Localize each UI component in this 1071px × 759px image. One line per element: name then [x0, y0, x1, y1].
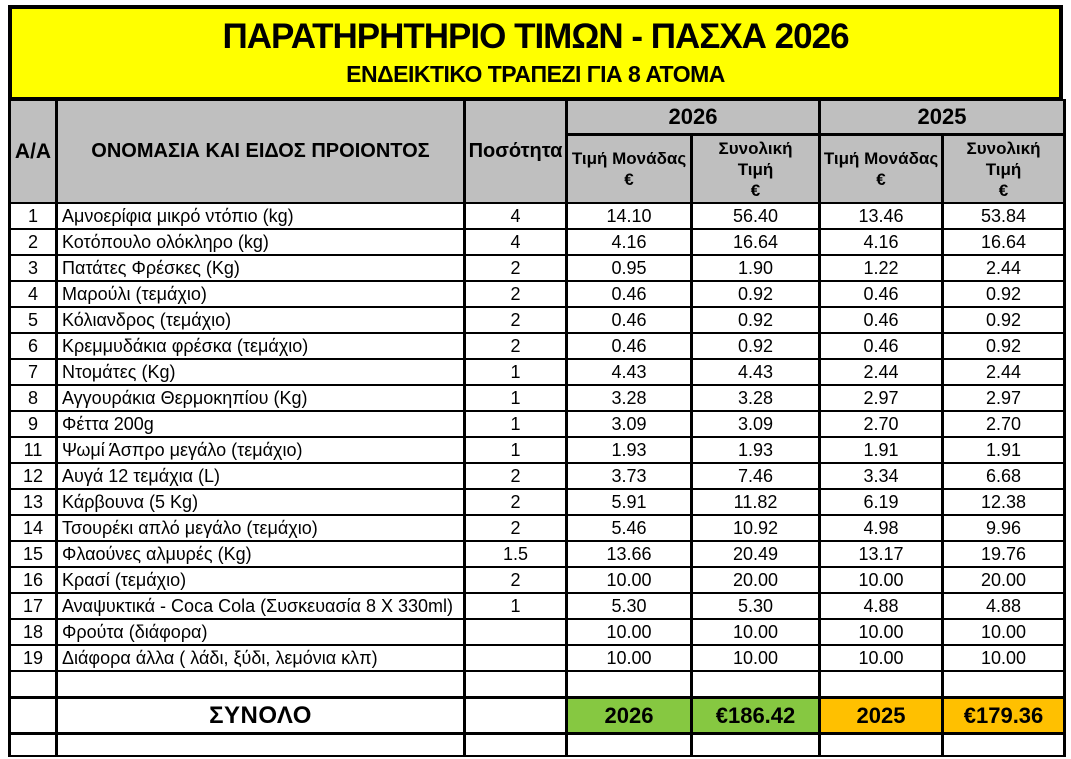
cell-unit-price-2026: 10.00 — [567, 645, 692, 671]
cell-unit-price-2026: 3.28 — [567, 385, 692, 411]
cell-unit-price-2026: 5.30 — [567, 593, 692, 619]
cell-quantity: 1 — [465, 385, 567, 411]
cell-quantity: 1 — [465, 359, 567, 385]
cell-total-price-2025: 6.68 — [943, 463, 1065, 489]
cell-unit-price-2026: 3.09 — [567, 411, 692, 437]
cell-unit-price-2025: 13.17 — [820, 541, 943, 567]
cell-product-name: Μαρούλι (τεμάχιο) — [57, 281, 465, 307]
euro-symbol: € — [750, 180, 761, 200]
table-row — [10, 203, 1065, 229]
table-row — [10, 255, 1065, 281]
table-row — [10, 671, 1065, 698]
table-row — [10, 437, 1065, 463]
table-row — [10, 411, 1065, 437]
cell-unit-price-2026: 3.73 — [567, 463, 692, 489]
cell-unit-price-2025: 13.46 — [820, 203, 943, 229]
euro-symbol: € — [876, 170, 886, 189]
cell-product-name: Κρεμμυδάκια φρέσκα (τεμάχιο) — [57, 333, 465, 359]
table-row — [10, 515, 1065, 541]
table-row — [10, 463, 1065, 489]
table-row — [10, 489, 1065, 515]
cell-quantity: 1.5 — [465, 541, 567, 567]
cell-product-name: Αγγουράκια Θερμοκηπίου (Kg) — [57, 385, 465, 411]
totals-label: ΣΥΝΟΛΟ — [57, 698, 465, 734]
cell-unit-price-2026: 13.66 — [567, 541, 692, 567]
column-group-2026: 2026 — [567, 100, 820, 135]
cell-quantity — [465, 619, 567, 645]
totals-amount-2026: €186.42 — [692, 698, 820, 734]
empty-bottom-row — [10, 734, 1065, 757]
table-body — [10, 203, 1065, 698]
cell-unit-price-2026: 10.00 — [567, 567, 692, 593]
cell-row-number: 11 — [10, 437, 57, 463]
cell-row-number: 13 — [10, 489, 57, 515]
cell-unit-price-2025: 4.16 — [820, 229, 943, 255]
totals-year-2025: 2025 — [820, 698, 943, 734]
cell-total-price-2026: 0.92 — [692, 281, 820, 307]
cell-unit-price-2026: 5.46 — [567, 515, 692, 541]
cell-row-number: 12 — [10, 463, 57, 489]
cell-unit-price-2025: 6.19 — [820, 489, 943, 515]
cell-unit-price-2026: 4.16 — [567, 229, 692, 255]
cell-product-name: Κρασί (τεμάχιο) — [57, 567, 465, 593]
cell-total-price-2026: 10.92 — [692, 515, 820, 541]
cell-total-price-2026: 7.46 — [692, 463, 820, 489]
cell-total-price-2026: 1.90 — [692, 255, 820, 281]
cell-quantity: 2 — [465, 567, 567, 593]
cell-row-number: 14 — [10, 515, 57, 541]
table-row — [10, 645, 1065, 671]
cell-product-name: Πατάτες Φρέσκες (Kg) — [57, 255, 465, 281]
cell-total-price-2026: 10.00 — [692, 619, 820, 645]
cell-unit-price-2025: 2.97 — [820, 385, 943, 411]
column-header-aa: Α/Α — [10, 100, 57, 203]
cell-quantity: 2 — [465, 489, 567, 515]
cell-unit-price-2025: 10.00 — [820, 619, 943, 645]
cell-product-name: Φέττα 200g — [57, 411, 465, 437]
cell-row-number: 7 — [10, 359, 57, 385]
cell-quantity: 2 — [465, 333, 567, 359]
cell-unit-price-2025: 0.46 — [820, 333, 943, 359]
column-header-product: ΟΝΟΜΑΣΙΑ ΚΑΙ ΕΙΔΟΣ ΠΡΟΙΟΝΤΟΣ — [57, 100, 465, 203]
cell-total-price-2025: 2.44 — [943, 255, 1065, 281]
cell-product-name: Αναψυκτικά - Coca Cola (Συσκευασία 8 X 330ml) — [57, 593, 465, 619]
cell-total-price-2025: 4.88 — [943, 593, 1065, 619]
cell-total-price-2025: 10.00 — [943, 619, 1065, 645]
cell-total-price-2025: 53.84 — [943, 203, 1065, 229]
empty-cell — [943, 734, 1065, 757]
cell-total-price-2025: 2.97 — [943, 385, 1065, 411]
cell-total-price-2026 — [692, 671, 820, 698]
cell-total-price-2025: 20.00 — [943, 567, 1065, 593]
cell-total-price-2026: 1.93 — [692, 437, 820, 463]
cell-total-price-2025: 0.92 — [943, 333, 1065, 359]
total-price-label-line2: Τιμή — [985, 159, 1022, 179]
cell-total-price-2025: 2.44 — [943, 359, 1065, 385]
unit-price-label: Τιμή Μονάδας — [571, 149, 687, 168]
cell-total-price-2026: 16.64 — [692, 229, 820, 255]
cell-total-price-2026: 3.09 — [692, 411, 820, 437]
cell-unit-price-2025: 2.70 — [820, 411, 943, 437]
cell-unit-price-2025: 2.44 — [820, 359, 943, 385]
cell-row-number: 8 — [10, 385, 57, 411]
page-subtitle: ΕΝΔΕΙΚΤΙΚΟ ΤΡΑΠΕΖΙ ΓΙΑ 8 ΑΤΟΜΑ — [346, 61, 725, 87]
column-header-unit-price-2025 — [820, 135, 943, 204]
cell-product-name: Τσουρέκι απλό μεγάλο (τεμάχιο) — [57, 515, 465, 541]
cell-total-price-2025: 2.70 — [943, 411, 1065, 437]
cell-total-price-2026: 0.92 — [692, 307, 820, 333]
table-row — [10, 359, 1065, 385]
cell-total-price-2025: 16.64 — [943, 229, 1065, 255]
table-row — [10, 593, 1065, 619]
cell-unit-price-2025: 10.00 — [820, 567, 943, 593]
cell-quantity: 1 — [465, 411, 567, 437]
column-header-total-price-2026 — [692, 135, 820, 204]
cell-product-name: Ντομάτες (Kg) — [57, 359, 465, 385]
cell-total-price-2025 — [943, 671, 1065, 698]
cell-row-number: 1 — [10, 203, 57, 229]
empty-cell — [465, 734, 567, 757]
total-price-label-line1: Συνολική — [718, 138, 793, 158]
cell-row-number: 9 — [10, 411, 57, 437]
cell-unit-price-2025: 4.88 — [820, 593, 943, 619]
cell-total-price-2026: 20.49 — [692, 541, 820, 567]
cell-unit-price-2025: 3.34 — [820, 463, 943, 489]
cell-product-name: Κάρβουνα (5 Kg) — [57, 489, 465, 515]
cell-row-number: 5 — [10, 307, 57, 333]
cell-product-name — [57, 671, 465, 698]
cell-unit-price-2025: 1.22 — [820, 255, 943, 281]
cell-unit-price-2026: 1.93 — [567, 437, 692, 463]
cell-quantity: 2 — [465, 307, 567, 333]
cell-total-price-2026: 10.00 — [692, 645, 820, 671]
cell-total-price-2026: 56.40 — [692, 203, 820, 229]
cell-unit-price-2025: 0.46 — [820, 307, 943, 333]
cell-product-name: Αυγά 12 τεμάχια (L) — [57, 463, 465, 489]
cell-total-price-2025: 19.76 — [943, 541, 1065, 567]
cell-unit-price-2026: 4.43 — [567, 359, 692, 385]
empty-cell — [692, 734, 820, 757]
cell-total-price-2026: 11.82 — [692, 489, 820, 515]
cell-product-name: Κοτόπουλο ολόκληρο (kg) — [57, 229, 465, 255]
cell-total-price-2026: 20.00 — [692, 567, 820, 593]
table-row — [10, 567, 1065, 593]
cell-row-number: 6 — [10, 333, 57, 359]
totals-year-2026: 2026 — [567, 698, 692, 734]
cell-quantity: 4 — [465, 203, 567, 229]
cell-row-number: 15 — [10, 541, 57, 567]
title-banner — [8, 5, 1063, 99]
cell-row-number — [10, 671, 57, 698]
cell-unit-price-2025: 0.46 — [820, 281, 943, 307]
column-header-total-price-2025 — [943, 135, 1065, 204]
cell-unit-price-2025 — [820, 671, 943, 698]
total-price-label-line2: Τιμή — [737, 159, 774, 179]
empty-cell — [567, 734, 692, 757]
cell-total-price-2025: 12.38 — [943, 489, 1065, 515]
cell-total-price-2026: 5.30 — [692, 593, 820, 619]
unit-price-label: Τιμή Μονάδας — [823, 149, 939, 168]
cell-total-price-2025: 0.92 — [943, 281, 1065, 307]
table-row — [10, 307, 1065, 333]
page-title: ΠΑΡΑΤΗΡΗΤΗΡΙΟ ΤΙΜΩΝ - ΠΑΣΧΑ 2026 — [222, 17, 849, 56]
cell-total-price-2026: 3.28 — [692, 385, 820, 411]
cell-unit-price-2026: 14.10 — [567, 203, 692, 229]
column-group-2025: 2025 — [820, 100, 1065, 135]
cell-row-number: 3 — [10, 255, 57, 281]
cell-row-number: 19 — [10, 645, 57, 671]
cell-unit-price-2025: 10.00 — [820, 645, 943, 671]
cell-unit-price-2026: 10.00 — [567, 619, 692, 645]
cell-quantity: 1 — [465, 593, 567, 619]
euro-symbol: € — [624, 170, 634, 189]
cell-total-price-2025: 1.91 — [943, 437, 1065, 463]
cell-product-name: Αμνοερίφια μικρό ντόπιο (kg) — [57, 203, 465, 229]
table-row — [10, 229, 1065, 255]
cell-unit-price-2026 — [567, 671, 692, 698]
price-table — [8, 99, 1066, 757]
cell-unit-price-2026: 0.46 — [567, 281, 692, 307]
table-row — [10, 541, 1065, 567]
cell-quantity — [465, 671, 567, 698]
cell-quantity: 4 — [465, 229, 567, 255]
column-header-unit-price-2026 — [567, 135, 692, 204]
cell-unit-price-2025: 4.98 — [820, 515, 943, 541]
cell-unit-price-2026: 0.46 — [567, 307, 692, 333]
cell-quantity: 1 — [465, 437, 567, 463]
cell-unit-price-2026: 5.91 — [567, 489, 692, 515]
cell-product-name: Κόλιανδρος (τεμάχιο) — [57, 307, 465, 333]
header-row-years — [10, 100, 1065, 135]
cell-quantity: 2 — [465, 255, 567, 281]
cell-product-name: Φρούτα (διάφορα) — [57, 619, 465, 645]
cell-row-number: 4 — [10, 281, 57, 307]
cell-total-price-2026: 4.43 — [692, 359, 820, 385]
cell-product-name: Ψωμί Άσπρο μεγάλο (τεμάχιο) — [57, 437, 465, 463]
table-row — [10, 619, 1065, 645]
cell-unit-price-2025: 1.91 — [820, 437, 943, 463]
cell-quantity: 2 — [465, 515, 567, 541]
cell-quantity: 2 — [465, 463, 567, 489]
empty-cell — [57, 734, 465, 757]
cell-row-number: 18 — [10, 619, 57, 645]
cell-row-number: 17 — [10, 593, 57, 619]
totals-cell-aa — [10, 698, 57, 734]
cell-row-number: 16 — [10, 567, 57, 593]
table-row — [10, 333, 1065, 359]
table-row — [10, 281, 1065, 307]
column-header-quantity: Ποσότητα — [465, 100, 567, 203]
empty-cell — [10, 734, 57, 757]
cell-quantity: 2 — [465, 281, 567, 307]
cell-total-price-2025: 10.00 — [943, 645, 1065, 671]
cell-row-number: 2 — [10, 229, 57, 255]
empty-cell — [820, 734, 943, 757]
totals-cell-qty — [465, 698, 567, 734]
cell-total-price-2025: 0.92 — [943, 307, 1065, 333]
cell-product-name: Διάφορα άλλα ( λάδι, ξύδι, λεμόνια κλπ) — [57, 645, 465, 671]
cell-unit-price-2026: 0.46 — [567, 333, 692, 359]
totals-row — [10, 698, 1065, 734]
cell-quantity — [465, 645, 567, 671]
euro-symbol: € — [998, 180, 1009, 200]
table-row — [10, 385, 1065, 411]
total-price-label-line1: Συνολική — [966, 138, 1041, 158]
totals-amount-2025: €179.36 — [943, 698, 1065, 734]
cell-product-name: Φλαούνες αλμυρές (Kg) — [57, 541, 465, 567]
cell-unit-price-2026: 0.95 — [567, 255, 692, 281]
cell-total-price-2026: 0.92 — [692, 333, 820, 359]
cell-total-price-2025: 9.96 — [943, 515, 1065, 541]
